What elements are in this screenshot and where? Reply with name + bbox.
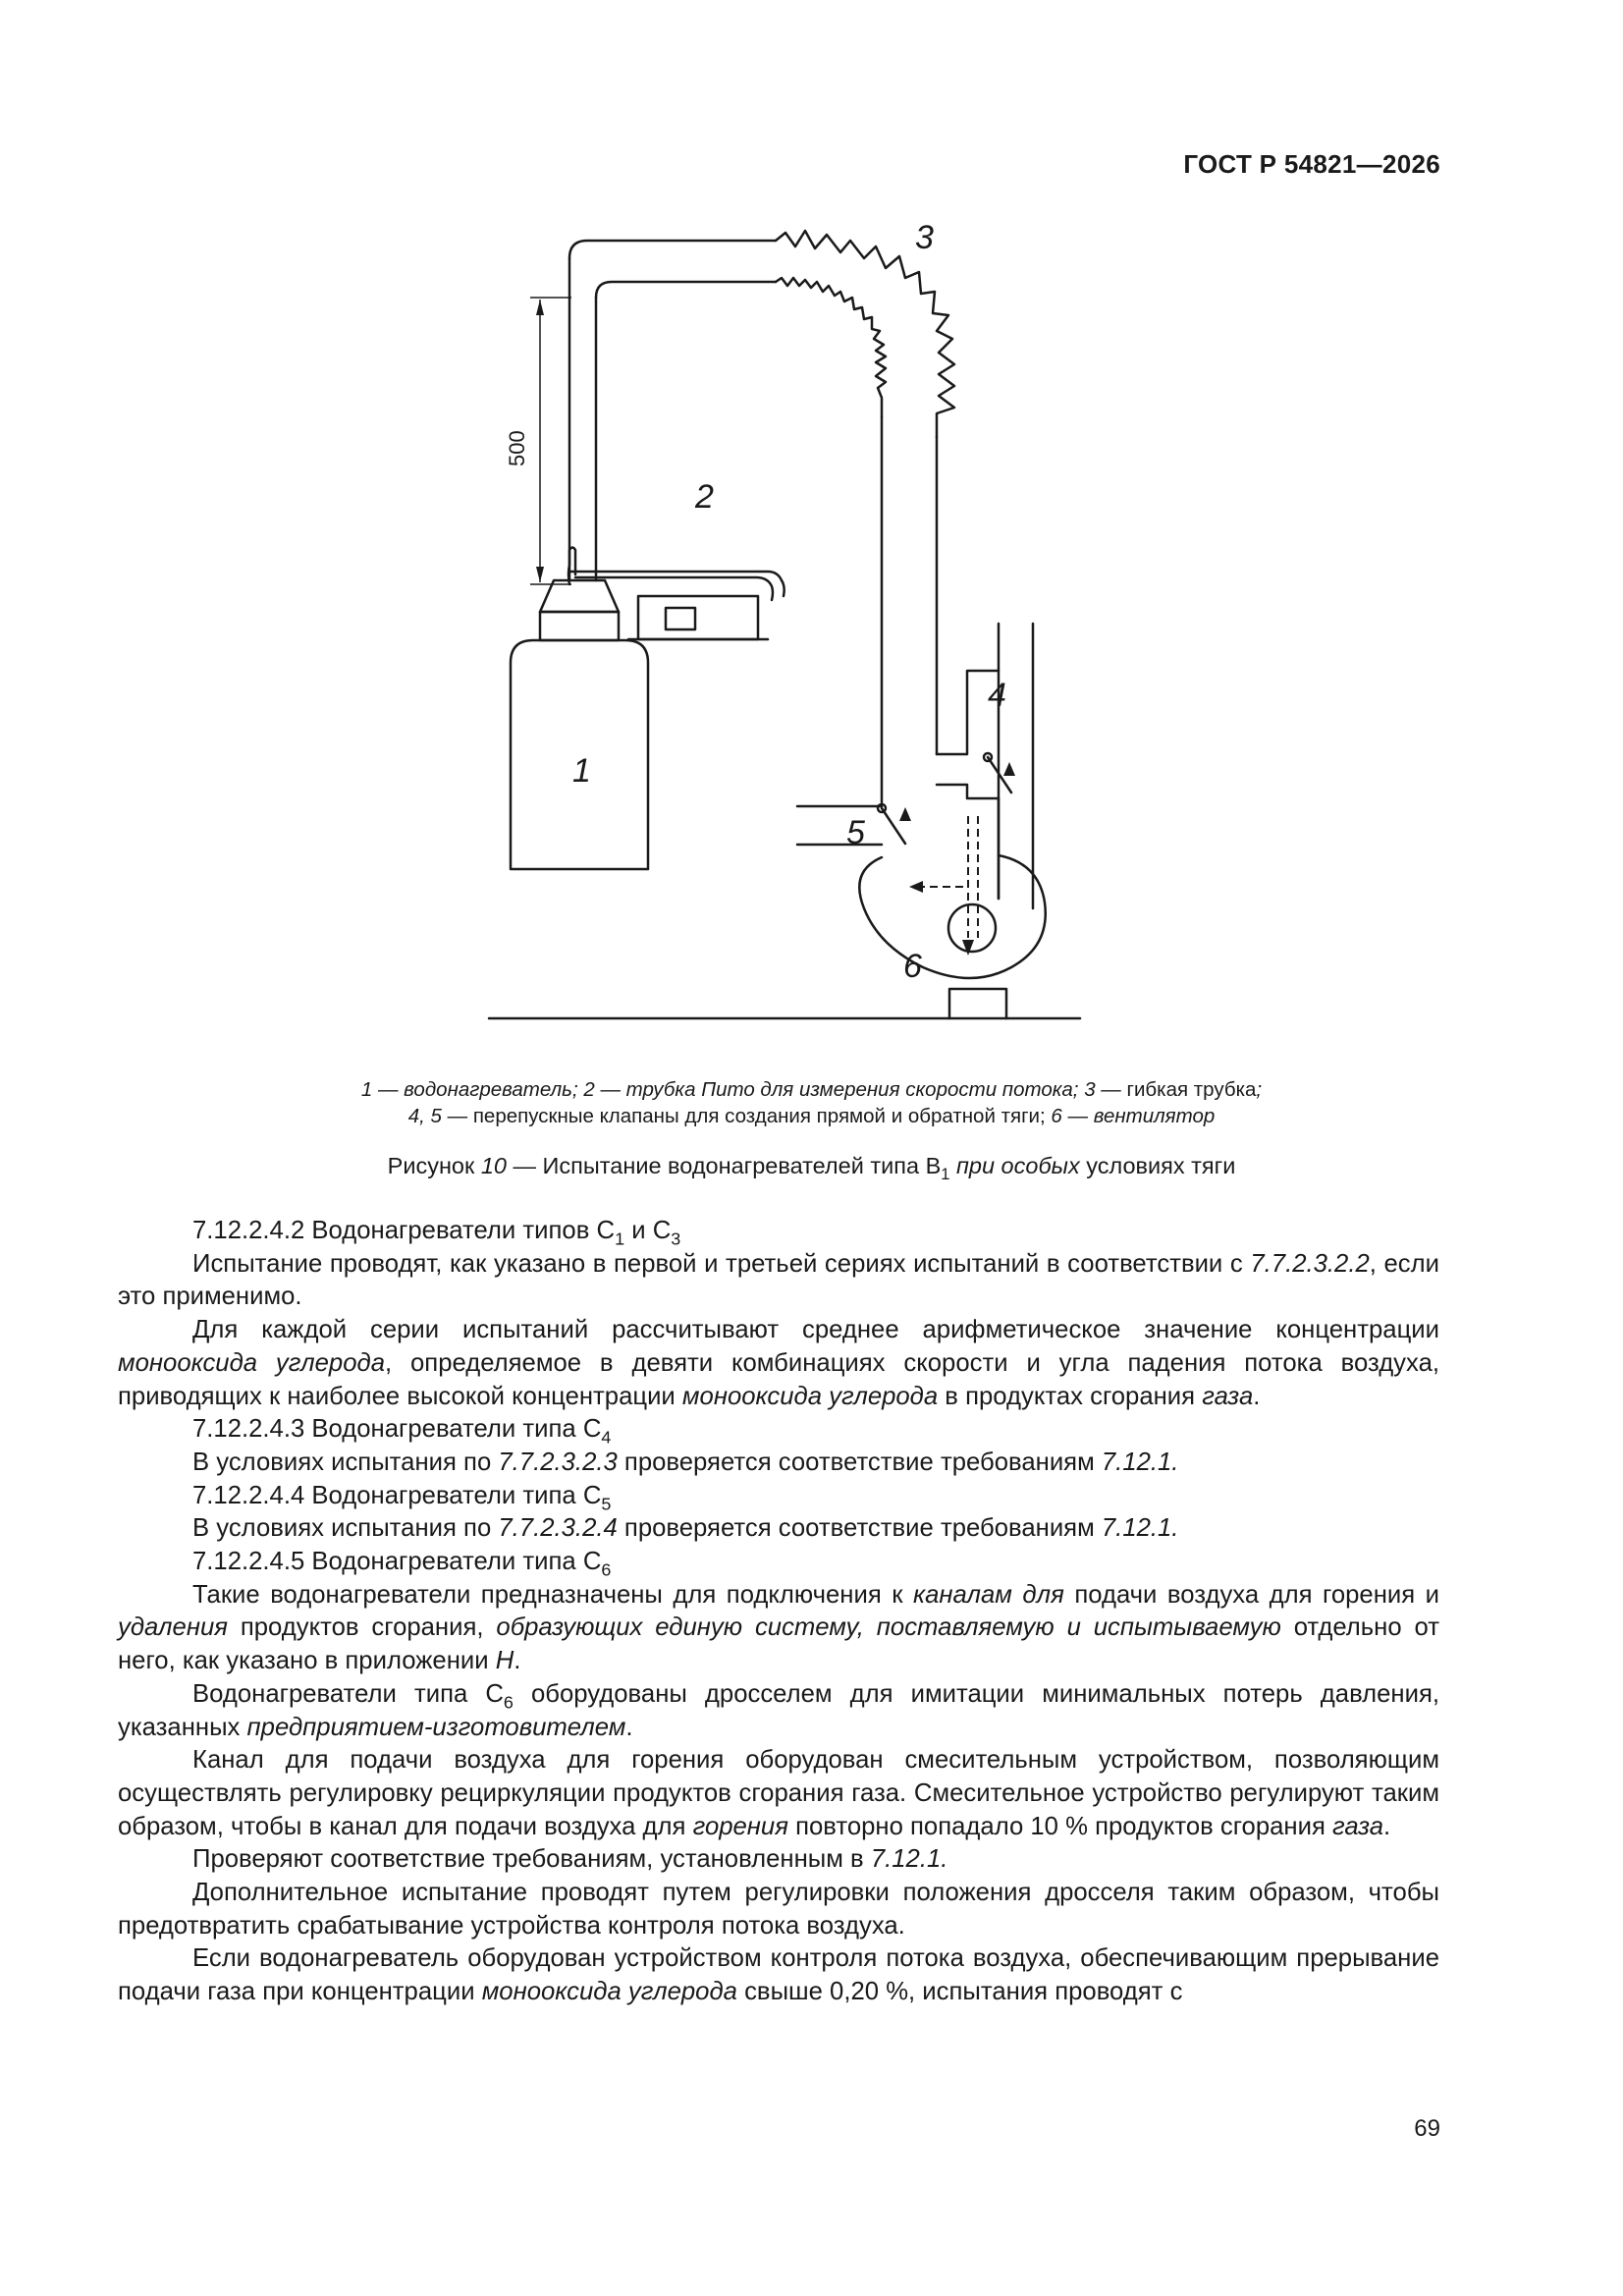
- label-5: 5: [846, 814, 865, 851]
- valve-4-arrowhead: [1003, 762, 1015, 776]
- paragraph: Дополнительное испытание проводят путем регулировки положения дросселя таким образом, чтобы предотвратить срабатывание устройства контроля потока воздуха.: [118, 1879, 1439, 1940]
- paragraph: Для каждой серии испытаний рассчитывают среднее арифметическое значение концентрации монооксида углерода, определяемое в девяти комбинациях скорости и угла падения потока воздуха, приводящих к наиболее высокой концентрации монооксида углерода в продуктах сгорания газа.: [118, 1316, 1440, 1410]
- dimension-500: 500: [505, 430, 529, 466]
- flue-outer-bend: [569, 241, 776, 258]
- label-2: 2: [695, 478, 714, 516]
- figure-legend-line-1: 1 — водонагреватель; 2 — трубка Пито для измерения скорости потока; 3 — гибкая трубка;: [360, 1078, 1263, 1101]
- fan-stand: [949, 989, 1006, 1018]
- pitot-probe: [568, 548, 575, 585]
- paragraph: В условиях испытания по 7.7.2.3.2.3 проверяется соответствие требованиям 7.12.1.: [192, 1448, 1179, 1476]
- flue-inner-bend: [596, 282, 776, 298]
- section-heading-7-12-2-4-4: 7.12.2.4.4 Водонагреватели типа $С_5$: [192, 1481, 612, 1513]
- paragraph: Канал для подачи воздуха для горения оборудован смесительным устройством, позволяющим осуществлять регулировку рециркуляции продуктов сгорания газа. Смесительное устройство регулируют таким образом, чтобы в канал для подачи воздуха для горения повторно попадало 10 % продуктов сгорания газа.: [118, 1746, 1439, 1840]
- paragraph: Такие водонагреватели предназначены для подключения к каналам для подачи воздуха для горения и удаления продуктов сгорания, образующих единую систему, поставляемую и испытываемую отдельно от него, как указано в приложении Н.: [118, 1580, 1440, 1675]
- section-heading-7-12-2-4-2: 7.12.2.4.2 Водонагреватели типов $С_1$ и $С_3$: [192, 1217, 681, 1249]
- flexible-tube-inner: [776, 278, 886, 417]
- manometer-body: [638, 596, 758, 639]
- page-number: 69: [1414, 2115, 1440, 2142]
- paragraph: Если водонагреватель оборудован устройством контроля потока воздуха, обеспечивающим прерывание подачи газа при концентрации монооксида углерода свыше 0,20 %, испытания проводят с: [118, 1944, 1439, 2006]
- paragraph: Проверяют соответствие требованиям, установленным в 7.12.1.: [192, 1845, 948, 1874]
- paragraph: Водонагреватели типа $С_6$ оборудованы дросселем для имитации минимальных потерь давления, указанных предприятием-изготовителем.: [118, 1679, 1439, 1741]
- test-rig-diagram: [461, 221, 1090, 1041]
- valve-5-flap: [882, 808, 905, 844]
- down-arrowhead: [962, 940, 974, 956]
- valve-5-arrowhead: [899, 807, 911, 821]
- label-1: 1: [572, 752, 591, 790]
- figure-10-diagram: [461, 221, 1090, 1041]
- flexible-tube-outer: [776, 231, 954, 437]
- left-arrowhead: [909, 881, 923, 893]
- paragraph: В условиях испытания по 7.7.2.3.2.4 проверяется соответствие требованиям 7.12.1.: [192, 1514, 1179, 1543]
- label-3: 3: [915, 221, 934, 256]
- manometer-window: [666, 608, 695, 629]
- section-heading-7-12-2-4-3: 7.12.2.4.3 Водонагреватели типа $С_4$: [192, 1415, 612, 1448]
- figure-legend-line-2: 4, 5 — перепускные клапаны для создания прямой и обратной тяги; 6 — вентилятор: [407, 1105, 1216, 1127]
- valve-4-branch-lower: [937, 785, 999, 798]
- label-6: 6: [903, 948, 922, 985]
- paragraph: Испытание проводят, как указано в первой и третьей сериях испытаний в соответствии с 7.7.2.3.2.2, если это применимо.: [118, 1249, 1439, 1311]
- figure-caption: Рисунок 10 — Испытание водонагревателей типа $В_1$ при особых условиях тяги: [387, 1153, 1236, 1183]
- label-4: 4: [988, 677, 1006, 714]
- pitot-line-upper: [569, 572, 784, 596]
- document-header: ГОСТ Р 54821—2026: [1183, 149, 1440, 179]
- heater-collar: [540, 612, 619, 640]
- body-text: [118, 1215, 1439, 2009]
- draught-diverter: [540, 580, 619, 612]
- section-heading-7-12-2-4-5: 7.12.2.4.5 Водонагреватели типа $С_6$: [192, 1548, 612, 1580]
